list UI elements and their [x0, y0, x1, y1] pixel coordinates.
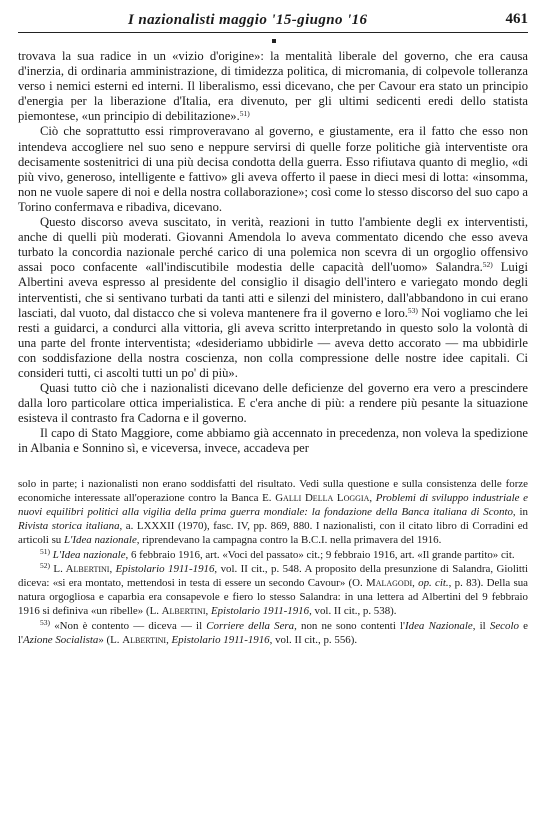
running-header — [18, 10, 528, 33]
footnote-51: $^{51)}$ L'Idea nazionale, 6 febbraio 1916, art. «Voci del passato» cit.; 9 febbraio 1916, art. «Il grande partito» cit. — [40, 546, 515, 561]
paragraph-4: Quasi tutto ciò che i nazionalisti dicevano delle deficienze del governo era vero a prescindere dalla loro particolare ottica imperialistica. E c'era anche di più: a rendere più pesante la situazione esisteva il contrasto fra Cadorna e il governo. — [18, 381, 528, 426]
main-text — [18, 49, 528, 457]
footnotes — [18, 477, 528, 647]
book-page — [18, 10, 528, 647]
paragraph-1: trovava la sua radice in un «vizio d'origine»: la mentalità liberale del governo, che era causa d'inerzia, di ordinaria amministrazione, di timidezza politica, di micromania, di colpevole tolleranza verso i nemici esterni ed interni. Il liberalismo, essi dicevano, che per Cavour era stato un principio d'energia per la liberazione d'Italia, era divenuto, per gli ultimi sedicenti eredi dello statista piemontese, «un principio di debilitazione».$^{51)}$ — [18, 49, 528, 124]
footnote-continuation: solo in parte; i nazionalisti non erano soddisfatti del risultato. Vedi sulla questione e sulla consistenza delle forze economiche interessate all'operazione contro la Banca E. Galli Della Loggia, Problemi di sviluppo industriale e nuovi equilibri politici alla vigilia della prima guerra mondiale: la fondazione della Banca italiana di Sconto, in Rivista storica italiana, a. LXXXII (1970), fasc. IV, pp. 869, 880. I nazionalisti, con il citato libro di Corradini ed articoli su L'Idea nazionale, riprendevano la campagna contro la B.C.I. nella primavera del 1916. — [18, 477, 528, 547]
page-number: 461 — [505, 11, 528, 27]
header-ornament-dot — [272, 39, 276, 43]
footnote-ref-53: 53) — [407, 305, 418, 315]
paragraph-5: Il capo di Stato Maggiore, come abbiamo già accennato in precedenza, non voleva la spedizione in Albania e Sonnino sì, e viceversa, invece, accadeva per — [18, 426, 528, 456]
footnote-ref-52: 52) — [482, 260, 493, 270]
footnote-52: $^{52)}$ L. Albertini, Epistolario 1911-1916, vol. II cit., p. 548. A proposito della presunzione di Salandra, Giolitti diceva: «si era montato, mettendosi in testa di essere un secondo Cavour» (O. Malagodi, op. cit., p. 83). Della sua natura orgogliosa e caparbia era consapevole e fiero lo stesso Salandra: in una lettera ad Albertini del 9 febbraio 1916 si definiva «un ribelle» (L. Albertini, Epistolario 1911-1916, vol. II cit., p. 538). — [18, 560, 528, 618]
paragraph-2: Ciò che soprattutto essi rimproveravano al governo, e giustamente, era il fatto che esso non intendeva accogliere nel suo seno e neppure servirsi di quelle forze politiche già interventiste ora decisamente sostenitrici di una più decisa condotta della guerra. Esso rifiutava quanto di meglio, «di più vivo, generoso, intelligente e fattivo» gli aveva offerto il paese in dieci mesi di lotta: «insomma, non ne vuole sapere di noi e della nostra collaborazione»; così come lo stesso discorso del suo capo a Torino confermava e ribadiva, dicevano. — [18, 124, 528, 214]
running-title: I nazionalisti maggio '15-giugno '16 — [128, 12, 368, 28]
paragraph-3: Questo discorso aveva suscitato, in verità, reazioni in tutto l'ambiente degli ex interventisti, anche di quelli più moderati. Giovanni Amendola lo aveva commentato dicendo che esso aveva turbato la concordia nazionale perché carico di una polemica non scevra di un orgoglio offensivo assai poco confacente «all'indiscutibile modestia delle capacità dell'uomo» Salandra.$^{52)}$ Luigi Albertini aveva espresso al presidente del consiglio il disagio dell'intero e variegato mondo degli interventisti, che si sentivano turbati da tanti atti e silenzi del ministero, dall'abbandono in cui erano lasciati, dal vuoto, dal distacco che si voleva mantenere fra il governo e loro.$^{53)}$ Noi vogliamo che lei resti a guidarci, a condurci alla vittoria, gli aveva scritto interpretando in questo solo la volontà di una parte del fronte interventista; «desideriamo ubbidirle — aveva detto accorato — ma ubbidirle con soddisfazione della nostra coscienza, non colla compressione delle nostre idee capitali. Ci consideri tutti, ci ascolti tutti un po' di più». — [18, 215, 528, 380]
footnote-ref-51: 51) — [239, 109, 250, 119]
footnote-53: $^{53)}$ «Non è contento — diceva — il Corriere della Sera, non ne sono contenti l'Idea Nazionale, il Secolo e l'Azione Socialista» (L. Albertini, Epistolario 1911-1916, vol. II cit., p. 556). — [18, 617, 528, 646]
